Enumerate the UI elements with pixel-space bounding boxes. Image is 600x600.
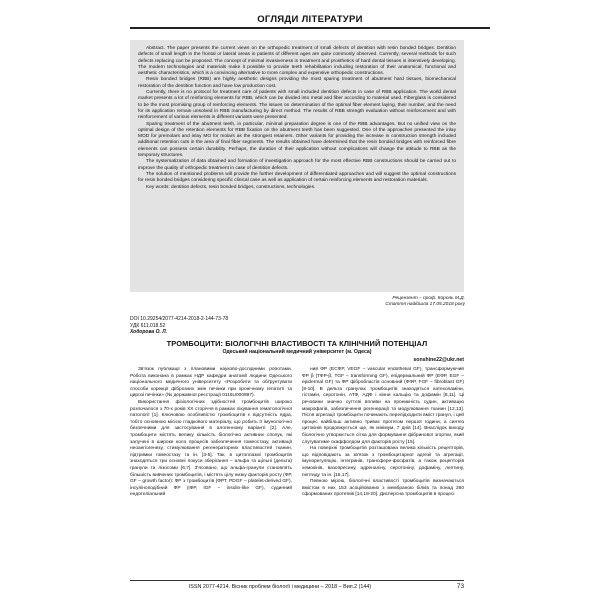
udk: УДК 611.018.52 bbox=[130, 322, 166, 329]
email: sonshine22@ukr.net bbox=[413, 357, 464, 363]
abstract-paragraph-6: The solution of mentioned problems will provide the further development of differentiated approaches and will suggest the optimal constructions for resin bonded bridges considering specific clinical case as well as application of certain reinforcing elements and restoration materials. bbox=[138, 171, 456, 184]
footer-journal: ISSN 2077-4214. Вісник проблем біології і медицини – 2018 – Вип.2 (144) bbox=[188, 584, 372, 590]
page-number: 73 bbox=[456, 583, 464, 590]
left-paragraph-2: Використання фізіологічних здібностей тромбоцитів широко розпочалося з 70-х років XX сторіччя в рамках лікування гематологічної патології [1]. Ключовою особливістю тромбоцитів є відсутність ядра, тобто основною місією гладкового матеріалу, що робить її імунологічно безпечними для застосування в алогенному варіанті [2]. Але, тромбоцити містять велику кількість біологічно активних сполук, які залучені в широке коло процесів забезпечення гомеостазу, активації неоангіогенезу, стимулювання регенераторних властивостей тканин, підтримки гомеостазу та ін. [3-5]. Так, в цитоплазмі тромбоцитів знаходяться три основні локуси зберігання – альфа та щільні (дельта) гранули та лізосоми [6,7]. З'ясовано, що альфа-гранули становлять більшість вивчених тромбоцитів, і містять цілу низку факторів росту (ФР, GF – growth factor): ФР з тромбоцитів (ФРТ, PDGF – platelet-derived GF), інсуліноподібний ФР (ІФР, IGF – insulin-like GF), судинний ендотеліальний bbox=[130, 399, 292, 498]
keywords: Key words: dentition defects, resin bonded bridges, constructions, technologies. bbox=[146, 184, 316, 190]
author: Ходорова О. Л. bbox=[130, 329, 168, 336]
left-column bbox=[130, 367, 292, 575]
abstract-paragraph-1: Abstract. The paper presents the current views on the orthopedic treatment of small defects of dentition with resin bonded bridges. Dentition defects of small length in the frontal or lateral areas in patients of different ages are quite commonly observed. Currently, several methods for such defects replacing can be proposed. The concept of minimal invasiveness in treatment and prosthetics of hard dental tissues is intensively developing. The modern technologies and materials make it possible to provide teeth rehabilitation including restoration of their anatomical, functional and aesthetic characteristics, which is a convincing alternative to more complex and expensive orthopedic constructions. bbox=[138, 46, 456, 77]
doi: DOI 10.29254/2077-4214-2018-2-144-73-78 bbox=[130, 316, 229, 322]
right-paragraph-3: Певною мірою, біологічні властивості тромбоцитів визначаються вмістом в них 153 асоційованих з мембраною білків та понад 260 сформованих протеїнів [14,18-20]. Дисперсна тромбоцитів в процесі bbox=[302, 479, 464, 498]
article-meta bbox=[130, 316, 228, 336]
footer-rule bbox=[130, 580, 464, 581]
abstract-paragraph-4: Sparing treatment of the abutment teeth, in particular, minimal preparation degree is one of the RBB advantages. But no unified view on the optimal design of the retention elements for RBB fixation on the abutment teeth has been suggested. One of the approaches presented the inlay MOD for premolars and inlay MO for molars as the strongest retainers. Other variants for providing the increase in construction strength included additional retention cuts in the area of final fiber segments. The results obtained have determined that the resin bonded bridges with reinforced fibre elements can possess certain durability. Perhaps, the duration of their application without complications will change the attitude to RBB as the temporary structures. bbox=[138, 121, 456, 159]
left-paragraph-1: Зв'язок публікації з плановими науково-дослідними роботами. Робота виконана в рамках НДР кафедри анатомії людини Одеського національного медичного університету «Розробити та обґрунтувати способи корекції фіброзних змін печінки при хронічному гепатиті та цирозі печінки» (№ державної реєстрації 0116U000897). bbox=[130, 367, 292, 399]
abstract-paragraph-2: Resin bonded bridges (RBB) are highly aesthetic designs providing the most sparing treatment of abutment hard tissues, biomechanical restoration of the dentition function and have low production cost. bbox=[138, 77, 456, 89]
header-rule bbox=[130, 27, 490, 29]
right-paragraph-1: ний ФР (ЕСФР, VEGF – vascular endothelial GF), трансформуючий ФР β (ТФР-β, TGF – transforming GF), епідермальний ФР (ЕФР, EGF – epidermal GF) та ФР фібробластів основний (ФФР, FGF – fibroblast GF) [8-10]. В дельта гранулах тромбоцитів знаходяться катехоламіни, гістамін, серотонін, АТФ, АДФ і кінни кальцію та дофамін [8,11]. Ці речовини значно суттєві впливи на проникність судин, активацію макрофагів, забезпечення регенерації та модулювання тканин [12,13]. Після агрегації тромбоцити починають перепідходити вміст гранул, і цей процес найбільш активно триває протягом першої години, а синтез цитокінів продовжується ще, як мінімум, 7 днів [14]. Внаслідок виходу біологічно утворюється сітка для формування фібринової згортки, який слугуватиме скаффолдом для факторів росту [15]. bbox=[302, 367, 464, 445]
affiliation: Одеський національний медичний університет (м. Одеса) bbox=[222, 349, 372, 355]
section-header: ОГЛЯДИ ЛІТЕРАТУРИ bbox=[257, 14, 363, 25]
abstract-paragraph-3: Currently, there is no protocol for treatment care of patients with small included dentition defects in case of RBB application. The world dental market presents a lot of reinforcing elements for RBB, which can be divided into metal and fiber according to material used. Fiberglass is considered to be the most promising group of reinforcing elements. The issues on determination of the optimal fiber element laying, their number, and the need for its application remain unsolved in RBB manufacturing by direct method. The results of RBB strength evaluation without reinforcement and with reinforcement of various elements in different variants were presented. bbox=[138, 90, 456, 121]
abstract-paragraph-5: The systematization of data obtained and formation of investigation approach for the most effective RBB constructions should be carried out to improve the quality of orthopedic treatment in case of dentition defects. bbox=[138, 159, 456, 171]
received-date: Стаття надійшла 17.05.2018 року bbox=[385, 302, 465, 308]
reviewer: Рецензент – проф. Король М.Д. bbox=[392, 296, 465, 301]
abstract-box bbox=[130, 40, 464, 292]
right-column bbox=[302, 367, 464, 575]
article-title: ТРОМБОЦИТИ: БІОЛОГІЧНІ ВЛАСТИВОСТІ ТА КЛІНІЧНИЙ ПОТЕНЦІАЛ bbox=[166, 339, 428, 348]
reviewer-block bbox=[300, 296, 465, 308]
right-paragraph-2: На поверхні тромбоцитів розташована велика кількість рецепторів, що відповідають за зв'язок з тромбоцитарної адгезії та агрегації, імунорегуляцію, інтегринів, трансфере-фосфатів, а також рецепторів хемокінів, вазопресину, адреналіну, серотоніну, дофаміну, лептину, пептиду та ін. [16,17]. bbox=[302, 446, 464, 478]
